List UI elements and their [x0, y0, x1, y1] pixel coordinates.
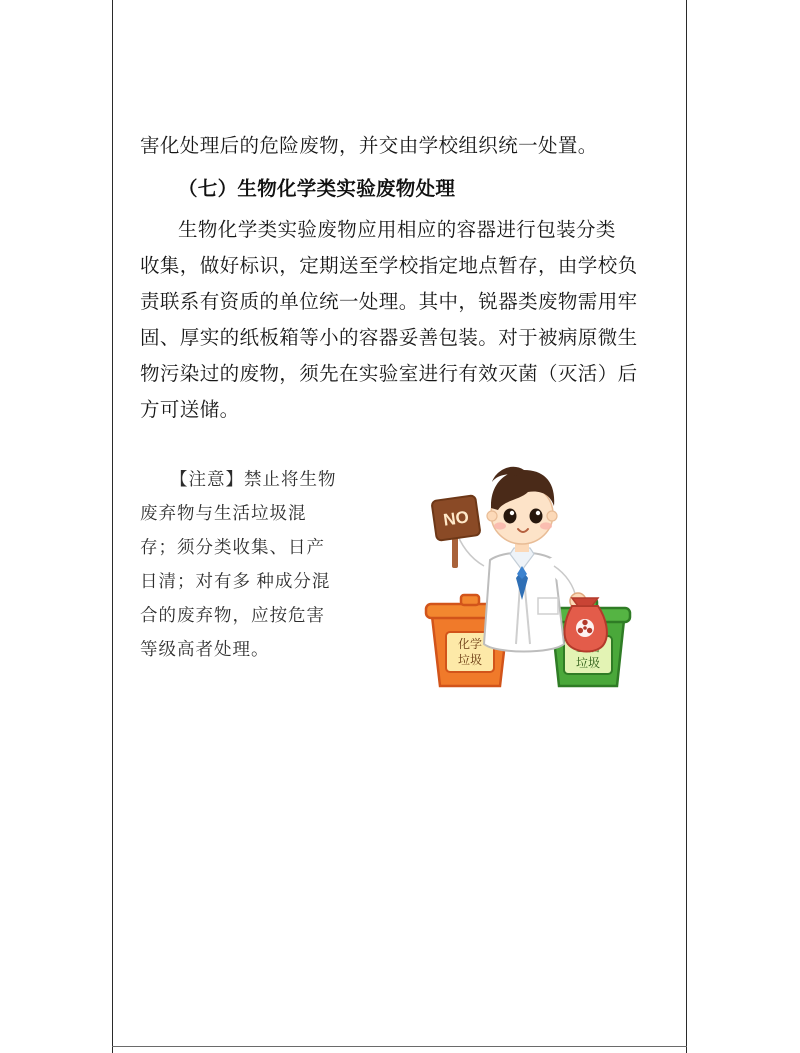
section-paragraph: [140, 212, 662, 428]
household-bin-label-line2: 垃圾: [575, 656, 601, 670]
right-margin-rule: [686, 0, 687, 1053]
note-line: 【注意】禁止将生物: [170, 469, 337, 489]
paragraph-line: 方可送储。: [140, 399, 240, 421]
chemical-bin-label-line1: 化学: [457, 637, 483, 651]
note-line: 废弃物与生活垃圾混: [140, 503, 307, 523]
bottom-rule: [112, 1046, 687, 1047]
paragraph-line: 责联系有资质的单位统一处理。其中，锐器类废物需用牢: [140, 291, 638, 313]
document-body: [140, 128, 662, 428]
paragraph-line: 固、厚实的纸板箱等小的容器妥善包装。对于被病原微生: [140, 327, 638, 349]
note-line: 合的废弃物，应按危害: [140, 605, 325, 625]
continuation-line: 害化处理后的危险废物，并交由学校组织统一处置。: [140, 135, 598, 157]
note-line: 等级高者处理。: [140, 639, 270, 659]
note-block: [140, 462, 378, 666]
no-sign-label: NO: [442, 507, 471, 530]
note-line: 存；须分类收集、日产: [140, 537, 325, 557]
left-margin-rule: [112, 0, 113, 1053]
paragraph-line: 物污染过的废物，须先在实验室进行有效灭菌（灭活）后: [140, 363, 638, 385]
lab-worker-waste-sorting-illustration: [412, 448, 642, 693]
biohazard-waste-bag-icon: [565, 598, 607, 652]
section-heading: （七）生物化学类实验废物处理: [178, 178, 456, 200]
chemical-bin-label-line2: 垃圾: [457, 653, 483, 667]
paragraph-line: 生物化学类实验废物应用相应的容器进行包装分类: [178, 219, 616, 241]
note-line: 日清；对有多 种成分混: [140, 571, 331, 591]
paragraph-line: 收集，做好标识，定期送至学校指定地点暂存，由学校负: [140, 255, 638, 277]
